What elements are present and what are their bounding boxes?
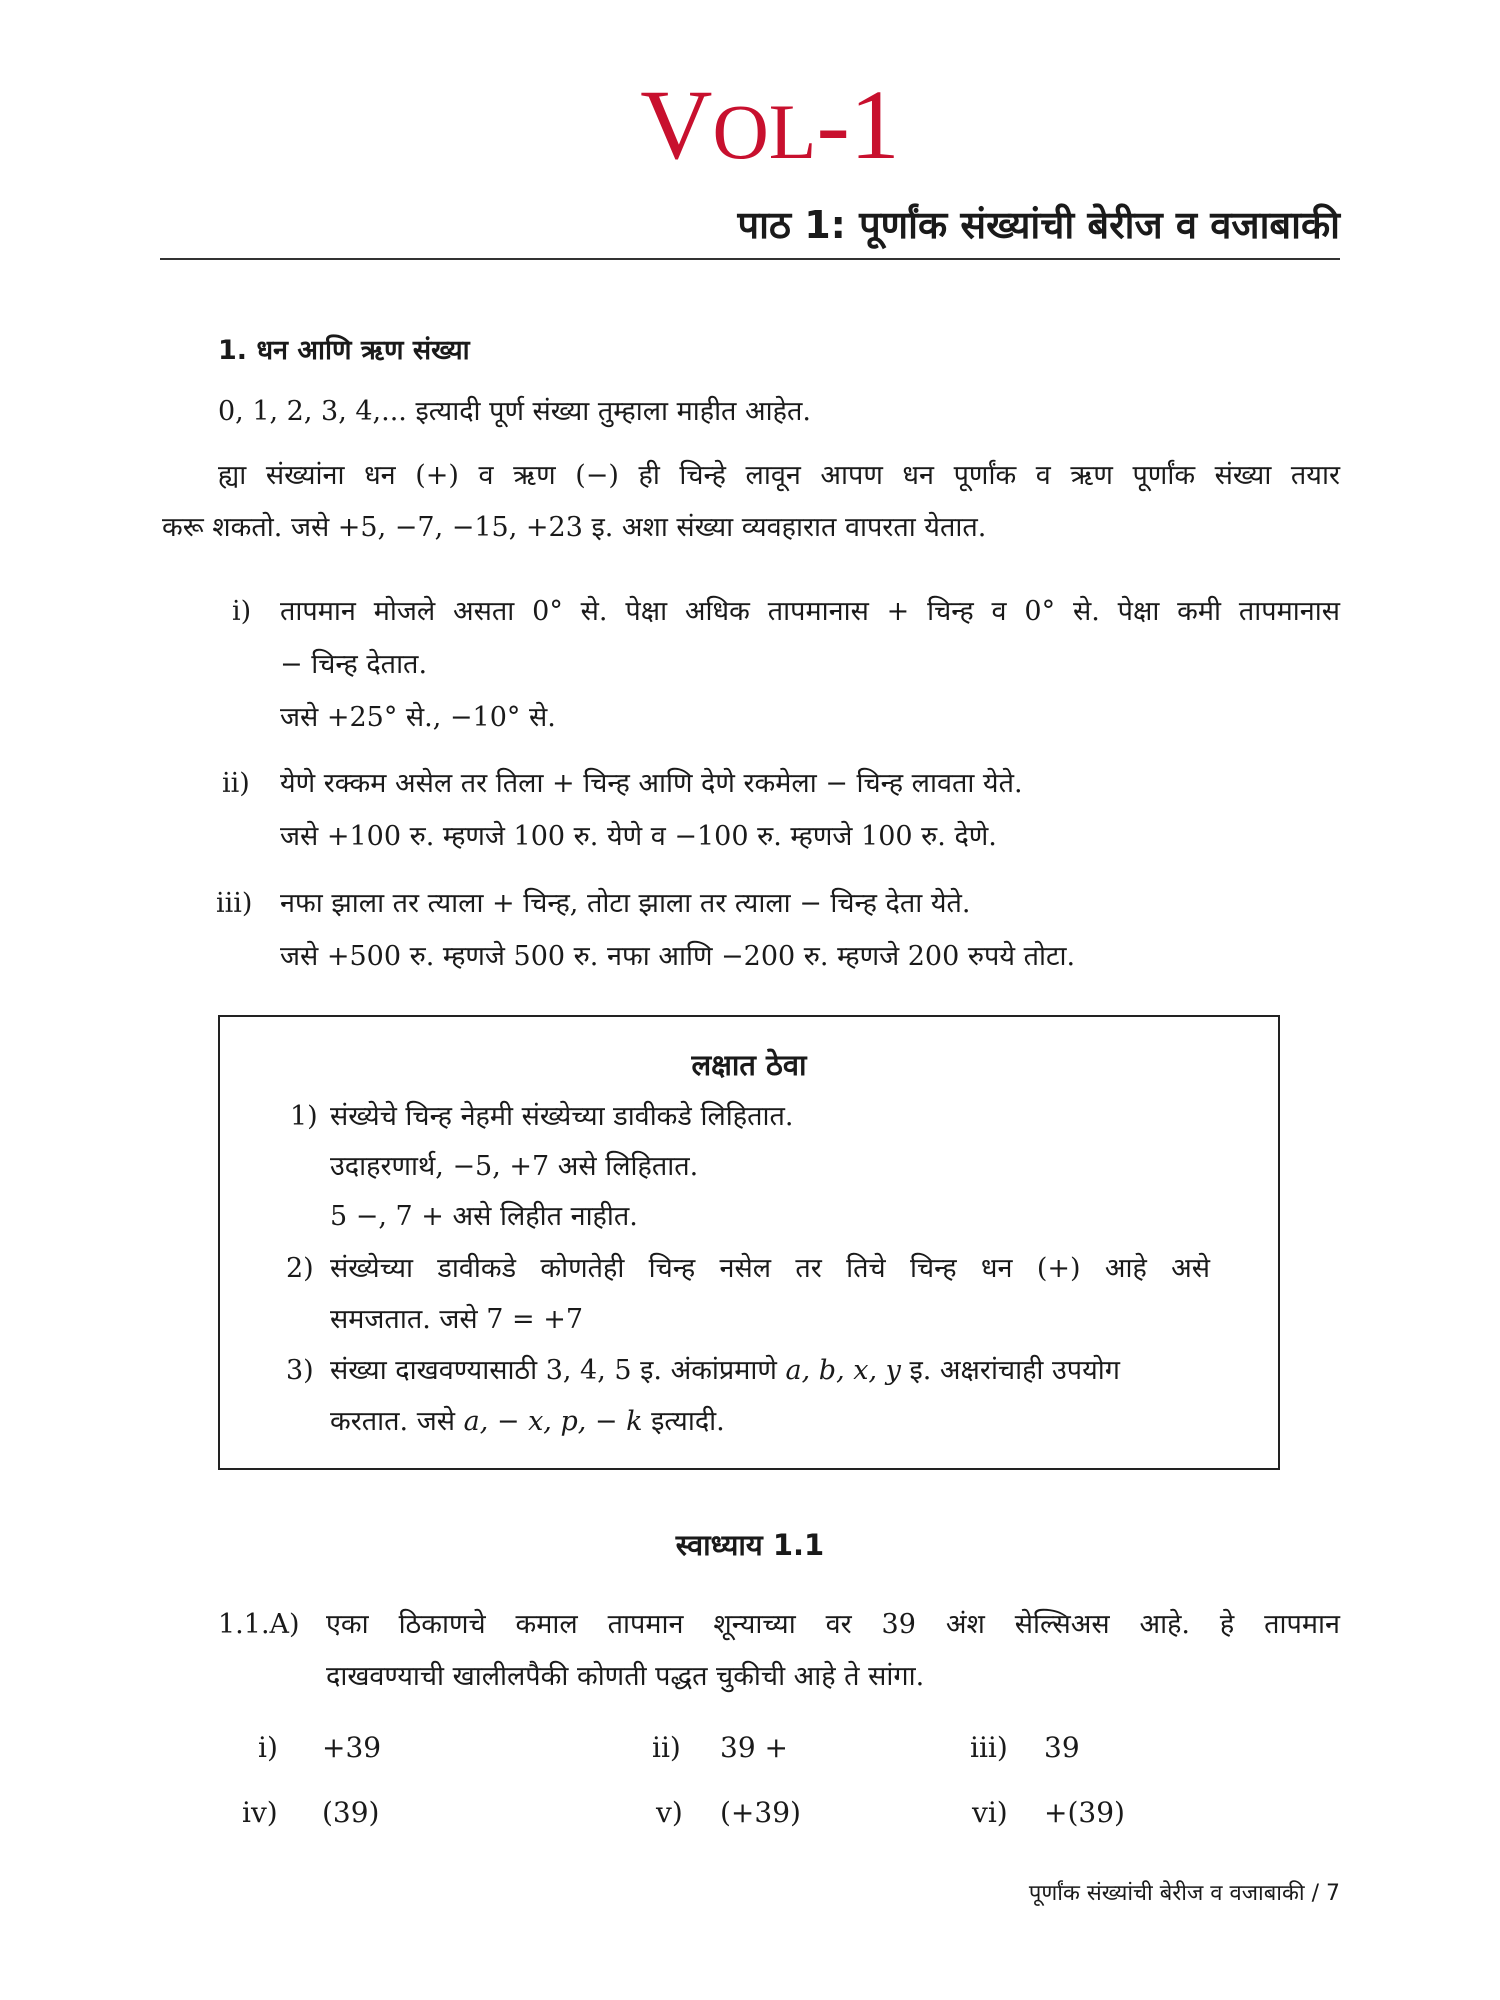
option-value: 39 + xyxy=(720,1731,788,1764)
option-label: v) xyxy=(656,1796,683,1829)
list-item-line: येणे रक्कम असेल तर तिला + चिन्ह आणि देणे रकमेला − चिन्ह लावता येते. xyxy=(280,768,1023,799)
option-value: +(39) xyxy=(1044,1796,1125,1829)
option-value: (39) xyxy=(322,1796,380,1829)
option-label: i) xyxy=(258,1731,278,1764)
rule-number: 1) xyxy=(290,1101,318,1132)
rule-line: करतात. जसे a, − x, p, − k इत्यादी. xyxy=(330,1406,725,1437)
list-item-line: जसे +25° से., −10° से. xyxy=(280,702,556,733)
rule-line: उदाहरणार्थ, −5, +7 असे लिहितात. xyxy=(330,1151,699,1182)
rule-line: 5 −, 7 + असे लिहीत नाहीत. xyxy=(330,1201,638,1232)
remember-box-title: लक्षात ठेवा xyxy=(691,1048,807,1082)
question-line: एका ठिकाणचे कमाल तापमान शून्याच्या वर 39 अंश सेल्सिअस आहे. हे तापमान xyxy=(326,1609,1340,1640)
exercise-heading: स्वाध्याय 1.1 xyxy=(675,1528,825,1562)
list-item-line: जसे +500 रु. म्हणजे 500 रु. नफा आणि −200 रु. म्हणजे 200 रुपये तोटा. xyxy=(280,941,1076,972)
chapter-title: पाठ 1: पूर्णांक संख्यांची बेरीज व वजाबाकी xyxy=(737,203,1340,247)
list-item-line: तापमान मोजले असता 0° से. पेक्षा अधिक तापमानास + चिन्ह व 0° से. पेक्षा कमी तापमानास xyxy=(280,596,1340,627)
list-item-number: i) xyxy=(232,596,252,627)
intro-paragraph: 0, 1, 2, 3, 4,... इत्यादी पूर्ण संख्या तुम्हाला माहीत आहेत. xyxy=(218,396,811,427)
option-label: ii) xyxy=(652,1731,681,1764)
option-value: +39 xyxy=(322,1731,382,1764)
paragraph-line: करू शकतो. जसे +5, −7, −15, +23 इ. अशा संख्या व्यवहारात वापरता येतात. xyxy=(162,512,987,543)
question-line: दाखवण्याची खालीलपैकी कोणती पद्धत चुकीची आहे ते सांगा. xyxy=(326,1661,925,1692)
variable-letters: a, − x, p, − k xyxy=(463,1406,643,1437)
variable-letters: a, b, x, y xyxy=(785,1355,901,1386)
list-item-line: जसे +100 रु. म्हणजे 100 रु. येणे व −100 रु. म्हणजे 100 रु. देणे. xyxy=(280,821,997,852)
paragraph-line: ह्या संख्यांना धन (+) व ऋण (−) ही चिन्हे लावून आपण धन पूर्णांक व ऋण पूर्णांक संख्या तयार xyxy=(218,460,1340,491)
list-item-line: − चिन्ह देतात. xyxy=(280,649,428,680)
option-value: (+39) xyxy=(720,1796,801,1829)
question-number: 1.1.A) xyxy=(218,1609,300,1640)
page-footer: पूर्णांक संख्यांची बेरीज व वजाबाकी / 7 xyxy=(1028,1881,1340,1906)
rule-line: समजतात. जसे 7 = +7 xyxy=(330,1304,584,1335)
rule-line: संख्या दाखवण्यासाठी 3, 4, 5 इ. अंकांप्रमाणे a, b, x, y इ. अक्षरांचाही उपयोग xyxy=(330,1355,1120,1386)
title-divider xyxy=(160,258,1340,260)
remember-box xyxy=(218,1015,1280,1470)
rule-line: संख्येच्या डावीकडे कोणतेही चिन्ह नसेल तर तिचे चिन्ह धन (+) आहे असे xyxy=(330,1253,1210,1284)
option-value: 39 xyxy=(1044,1731,1080,1764)
option-label: iii) xyxy=(970,1731,1008,1764)
list-item-number: iii) xyxy=(216,888,253,919)
rule-line: संख्येचे चिन्ह नेहमी संख्येच्या डावीकडे लिहितात. xyxy=(330,1101,794,1132)
option-label: vi) xyxy=(972,1796,1008,1829)
rule-number: 3) xyxy=(286,1355,314,1386)
section-heading: 1. धन आणि ऋण संख्या xyxy=(218,335,470,366)
list-item-number: ii) xyxy=(222,768,250,799)
rule-number: 2) xyxy=(286,1253,314,1284)
option-label: iv) xyxy=(242,1796,278,1829)
list-item-line: नफा झाला तर त्याला + चिन्ह, तोटा झाला तर त्याला − चिन्ह देता येते. xyxy=(280,888,971,919)
volume-title: VOL-1 xyxy=(640,69,900,180)
